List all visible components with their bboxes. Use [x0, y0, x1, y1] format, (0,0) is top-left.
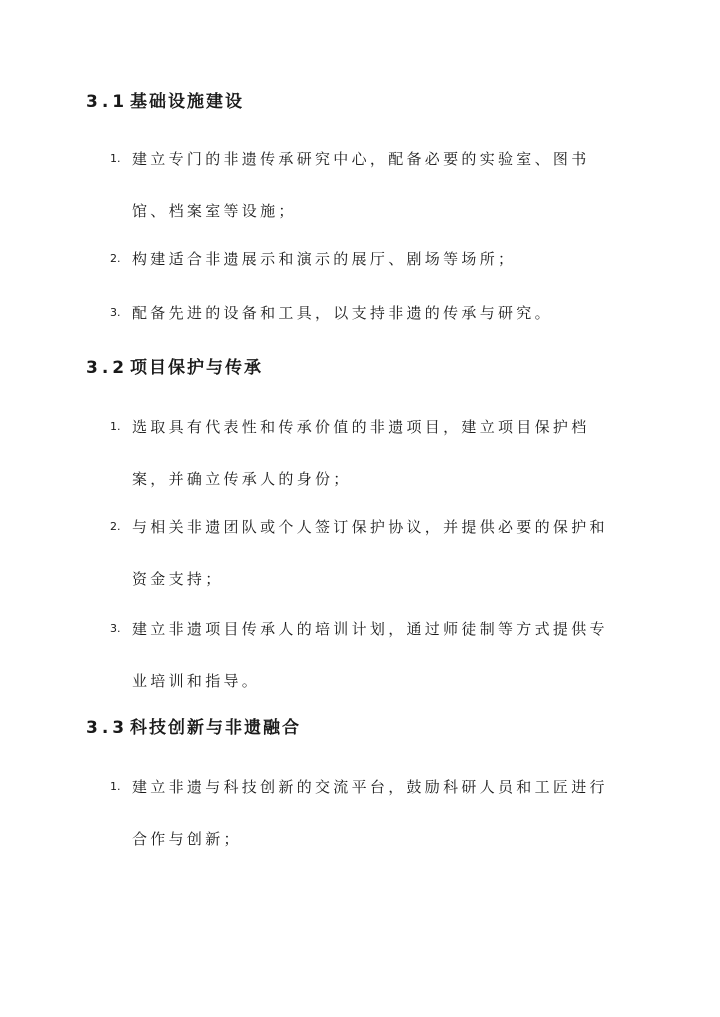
list-item-text: 构建适合非遗展示和演示的展厅、剧场等场所； [132, 250, 517, 268]
section-heading-3-3 [86, 716, 301, 740]
list-marker: 3. [110, 306, 121, 319]
list-marker: 3. [110, 622, 121, 635]
list-item-text: 建立非遗与科技创新的交流平台，鼓励科研人员和工匠进行合作与创新； [132, 778, 608, 848]
list-marker: 2. [110, 520, 121, 533]
list-marker: 2. [110, 252, 121, 265]
section-number: 3.3 [86, 718, 129, 738]
section-heading-3-2 [86, 356, 263, 380]
list-item-text: 建立专门的非遗传承研究中心，配备必要的实验室、图书馆、档案室等设施； [132, 150, 590, 220]
section-heading-3-1 [86, 90, 244, 114]
section-number: 3.1 [86, 92, 129, 112]
section-number: 3.2 [86, 358, 129, 378]
list-marker: 1. [110, 420, 121, 433]
list-item-text: 选取具有代表性和传承价值的非遗项目，建立项目保护档案，并确立传承人的身份； [132, 418, 590, 488]
list-marker: 1. [110, 152, 121, 165]
list-item-text: 与相关非遗团队或个人签订保护协议，并提供必要的保护和资金支持； [132, 518, 608, 588]
list-item-text: 建立非遗项目传承人的培训计划，通过师徒制等方式提供专业培训和指导。 [132, 620, 608, 690]
list-item-text: 配备先进的设备和工具，以支持非遗的传承与研究。 [132, 304, 553, 322]
list-marker: 1. [110, 780, 121, 793]
section-title: 科技创新与非遗融合 [130, 718, 301, 738]
section-title: 项目保护与传承 [130, 358, 263, 378]
section-title: 基础设施建设 [130, 92, 244, 112]
